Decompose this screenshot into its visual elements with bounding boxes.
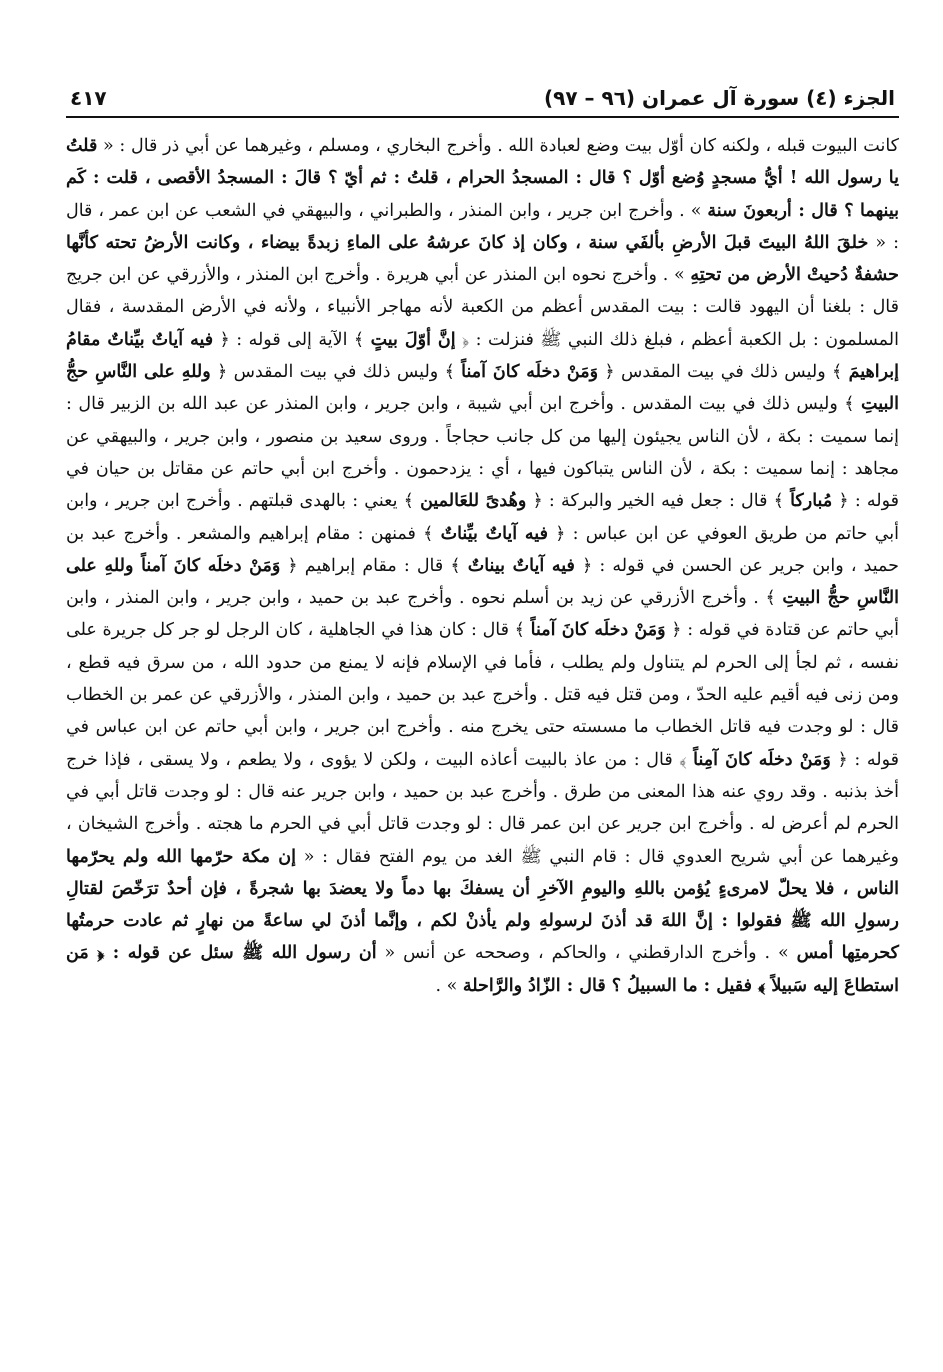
commentary-text: كانت البيوت قبله ، ولكنه كان أوّل بيت وضع لعبادة الله . وأخرج البخاري ، ومسلم ، وغيرهما عن أبي ذر قال : «: [97, 136, 899, 156]
commentary-text: ﴾ يعني : بالهدى قبلتهم . وأخرج ابن جرير ، وابن أبي حاتم من طريق العوفي عن ابن عباس : ﴿: [66, 491, 899, 544]
commentary-text: » . وأخرج نحوه ابن المنذر عن أبي هريرة . وأخرج ابن المنذر ، والأزرقي عن ابن جريج قال : بلغنا أن اليهود قالت : بيت المقدس أعظم من الكعبة لأنه مهاجر الأنبياء ، ولأنه في الأرض المقدسة ، فقال المسلمون : بل الكعبة أعظم ، فبلغ ذلك النبي ﷺ فنزلت : ﴿: [66, 265, 899, 350]
quoted-text: وللهِ على النَّاسِ حجُّ البيتِ: [66, 362, 899, 415]
quoted-text: وهُدىً للعَالمين: [420, 491, 527, 512]
quoted-text: خلقَ اللهُ البيتَ قبلَ الأرضِ بألفَي سنة ، وكان إذ كانَ عرشهُ على الماءِ زبدةً بيضاء ، وكانت الأرضُ تحته كأنَّها حشفةٌ دُحيتْ الأرض من تحتِهِ: [66, 232, 899, 286]
quoted-text: وَمَنْ دخلَه كانَ آمِناً: [693, 749, 831, 770]
quoted-text: فيه آياتٌ بيِّناتٌ: [440, 523, 548, 544]
quoted-text: قلتُ يا رسول الله ! أيُّ مسجدٍ وُضع أوّل ؟ قال : المسجدُ الحرام ، قلتُ : ثم أيّ ؟ قالَ : المسجدُ الأقصى ، قلت : كَم بينهما ؟ قال : أربعونَ سنة: [66, 136, 899, 221]
quoted-text: إنَّ أوّلَ بيتٍ: [370, 329, 456, 350]
header-rule: [66, 116, 899, 118]
quoted-text: إن مكة حرّمها الله ولم يحرّمها الناس ، فلا يحلّ لامرىءٍ يُؤمن باللهِ واليومِ الآخرِ أن يسفكَ بها دماً ولا يعضدَ بها شجرةً ، فإن أحدٌ ترَخّصَ لقتالِ رسولِ الله ﷺ فقولوا : إنَّ اللهَ قد أذنَ لرسولهِ ولم يأذنْ لكم ، وإنَّما أذنَ لي ساعةً من نهارٍ ثم عادت حرمتُها كحرمتِها أمس: [66, 846, 900, 964]
commentary-text: ﴾ وليس ذلك في بيت المقدس ﴿: [210, 362, 462, 383]
commentary-text: » . وأخرج الدارقطني ، والحاكم ، وصححه عن أنس «: [376, 943, 797, 964]
commentary-text: ﴾ قال : من عاذ بالبيت أعاذه البيت ، ولكن لا يؤوى ، ولا يطعم ، ولا يسقى ، فإذا خرج أخذ بذنبه . وقد روي عنه هذا المعنى من طرق . وأخرج عبد بن حميد ، وابن جرير عنه قال : لو وجدت قاتل أبي في الحرم لم أعرض له . وأخرج ابن جرير عن ابن عمر قال : لو وجدت قاتل أبي في الحرم ما هجته . وأخرج الشيخان ، وغيرهما عن أبي شريح العدوي قال : قام النبي ﷺ الغد من يوم الفتح فقال : «: [66, 749, 899, 867]
commentary-text: ﴾ . وأخرج الأزرقي عن زيد بن أسلم نحوه . وأخرج عبد بن حميد ، وابن جرير ، وابن المنذر ، وابن أبي حاتم عن قتادة في قوله : ﴿: [66, 588, 899, 641]
commentary-text: » . وأخرج ابن جرير ، وابن المنذر ، والطبراني ، والبيهقي في الشعب عن ابن عمر ، قال : «: [66, 200, 899, 253]
commentary-text: ﴾ قال : كان هذا في الجاهلية ، كان الرجل لو جر كل جريرة على نفسه ، ثم لجأ إلى الحرم لم يتناول ولم يطلب ، فأما في الإسلام فإنه لا يمنع من حدود الله ، من سرق فيه قطع ، ومن زنى فيه أقيم عليه الحدّ ، ومن قتل فيه قتل . وأخرج عبد بن حميد ، وابن المنذر ، والأزرقي عن عمر بن الخطاب قال : لو وجدت فيه قاتل الخطاب ما مسسته حتى يخرج منه . وأخرج ابن جرير ، وابن أبي حاتم عن ابن عباس في قوله : ﴿: [66, 620, 899, 770]
paragraph: [66, 130, 899, 1002]
quoted-text: مُباركاً: [790, 491, 833, 512]
quoted-text: فيه آياتٌ بيِّناتٌ مقامُ إبراهيمَ: [66, 329, 899, 383]
commentary-text: ﴾ فمنهن : مقام إبراهيم والمشعر . وأخرج عبد بن حميد ، وابن جرير عن الحسن في قوله : ﴿: [66, 523, 899, 576]
commentary-text: ﴾ الآية إلى قوله : ﴿: [213, 329, 371, 350]
running-header: [66, 84, 899, 116]
page-number: ٤١٧: [70, 86, 107, 110]
quoted-text: وَمَنْ دخلَه كانَ آمناً وللهِ على النَّاسِ حجُّ البيتِ: [66, 555, 899, 609]
page: [66, 84, 899, 1002]
quoted-text: وَمَنْ دخلَه كانَ آمناً: [461, 362, 599, 383]
commentary-text: ﴾ وليس ذلك في بيت المقدس . وأخرج ابن أبي شيبة ، وابن جرير ، وابن المنذر عن عبد الله بن الزبير قال : إنما سميت : بكة ، لأن الناس يجيئون إليها من كل جانب حجاجاً . وروى سعيد بن منصور ، وابن جرير ، والبيهقي عن مجاهد : إنما سميت : بكة ، لأن الناس يتباكون فيها ، أي : يزدحمون . وأخرج ابن أبي حاتم عن مقاتل بن حيان في قوله : ﴿: [66, 394, 900, 512]
commentary-text: ﴾ وليس ذلك في بيت المقدس ﴿: [598, 362, 849, 383]
commentary-text: ﴾ قال : مقام إبراهيم ﴿: [280, 555, 468, 576]
quoted-text: أن رسول الله ﷺ سئل عن قوله : ﴿ مَن استطاعَ إليه سَبيلاً ﴾ فقيل : ما السبيلُ ؟ قال : الزّادُ والرَّاحلة: [66, 943, 899, 996]
commentary-text: » .: [435, 975, 463, 996]
quoted-text: فيه آياتٌ بيناتٌ: [467, 555, 575, 576]
commentary-text: ﴾ قال : جعل فيه الخير والبركة : ﴿: [526, 491, 791, 512]
body-text: [66, 130, 899, 1002]
header-title: الجزء (٤) سورة آل عمران (٩٦ – ٩٧): [543, 86, 895, 110]
quoted-text: وَمَنْ دخلَه كانَ آمناً: [530, 620, 666, 641]
